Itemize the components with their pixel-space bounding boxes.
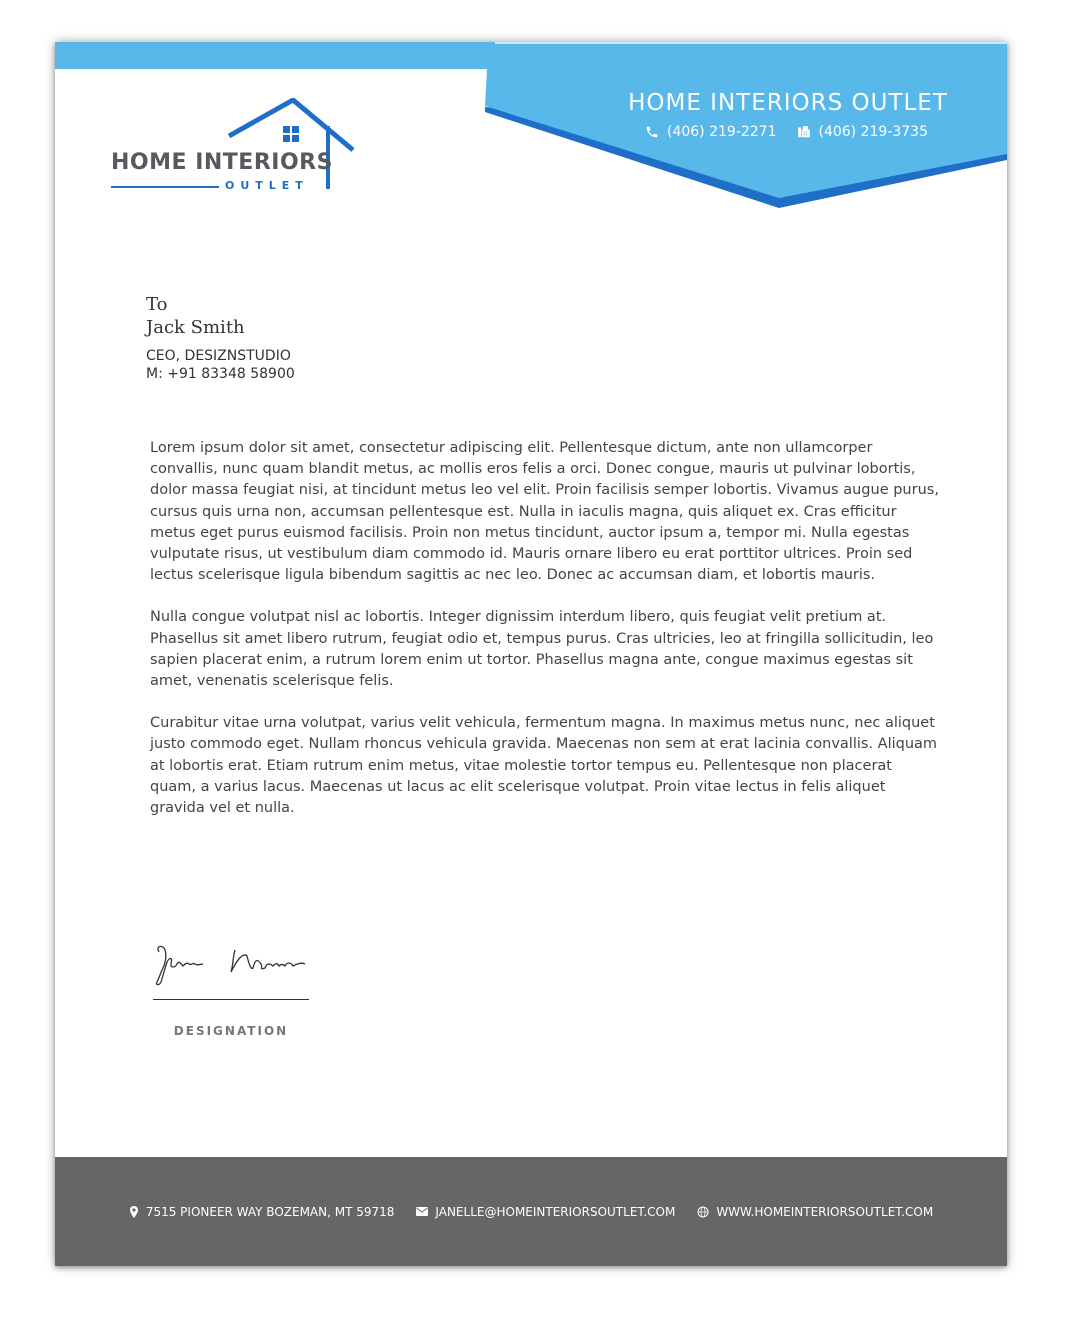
handwritten-signature [153,942,313,987]
phone-icon [645,125,659,139]
body-paragraph: Nulla congue volutpat nisl ac lobortis. Integer dignissim interdum libero, quis feugiat velit pretium at. Phasellus sit amet libero rutrum, feugiat odio et, tempus purus. Cras ultricies, leo at fringilla sollicitudin, leo sapien placerat enim, a rutrum lorem enim ut tortor. Phasellus magna ante, congue maximus egestas sit amet, venenatis scelerisque felis. [150,609,934,690]
logo-subtitle: OUTLET [225,179,309,192]
header-contacts [645,124,945,140]
phone-number: (406) 219-2271 [667,124,777,140]
top-stripe [55,42,495,69]
recipient-name: Jack Smith [146,317,245,338]
footer-website[interactable] [697,1205,933,1219]
recipient-block [146,293,295,383]
fax-contact [797,124,929,140]
logo-wordmark: HOME INTERIORS [111,150,333,175]
location-pin-icon [129,1206,139,1218]
globe-icon [697,1206,709,1218]
designation-label: DESIGNATION [173,1024,289,1038]
letter-body [150,438,940,840]
footer-email[interactable] [416,1205,675,1219]
website-text[interactable]: WWW.HOMEINTERIORSOUTLET.COM [716,1204,934,1219]
phone-contact [645,124,777,140]
body-paragraph: Lorem ipsum dolor sit amet, consectetur adipiscing elit. Pellentesque dictum, ante non ullamcorper convallis, nunc quam blandit metus, ac mollis eros felis a orci. Donec congue, mauris ut pulvinar lobortis, dolor massa feugiat nisi, at tincidunt metus leo vel elit. Proin facilisis semper lobortis. Vivamus augue purus, cursus quis urna non, accumsan pellentesque est. Nulla in iaculis magna, quis aliquet ex. Cras efficitur metus eget purus euismod facilisis. Proin non metus tincidunt, auctor ipsum a, tempor mi. Nulla egestas vulputate risus, ut vestibulum diam commodo id. Mauris ornare libero eu erat porttitor ultrices. Proin sed lectus scelerisque ligula bibendum sagittis ac nec leo. Donec ac accumsan diam, et lobortis mauris. [150,440,939,584]
fax-icon [797,125,811,139]
top-thin-line [495,42,1007,44]
footer-bar [55,1157,1007,1266]
logo-underline [111,186,219,188]
body-paragraph: Curabitur vitae urna volutpat, varius velit vehicula, fermentum magna. In maximus metus nunc, nec aliquet justo commodo eget. Nullam rhoncus vehicula gravida. Maecenas non sem at erat lacinia convallis. Aliquam at lobortis erat. Etiam rutrum enim metus, vitae molestie tortor tempus eu. Pellentesque non placerat quam, a varius lacus. Maecenas ut lacus ac elit scelerisque volutpat. Proin vitae lectus in felis aliquet gravida vel et nulla. [150,715,938,817]
envelope-icon [416,1207,428,1216]
address-text: 7515 PIONEER WAY BOZEMAN, MT 59718 [145,1204,395,1219]
letterhead-page [55,42,1007,1266]
signature-line [153,999,309,1000]
email-text[interactable]: JANELLE@HOMEINTERIORSOUTLET.COM [435,1204,676,1219]
recipient-mobile: M: +91 83348 58900 [146,366,295,382]
company-logo [111,98,361,193]
to-label: To [146,294,168,315]
brand-title: HOME INTERIORS OUTLET [628,90,948,116]
fax-number: (406) 219-3735 [818,124,928,140]
footer-address [129,1205,395,1219]
recipient-title: CEO, DESIZNSTUDIO [146,348,291,364]
